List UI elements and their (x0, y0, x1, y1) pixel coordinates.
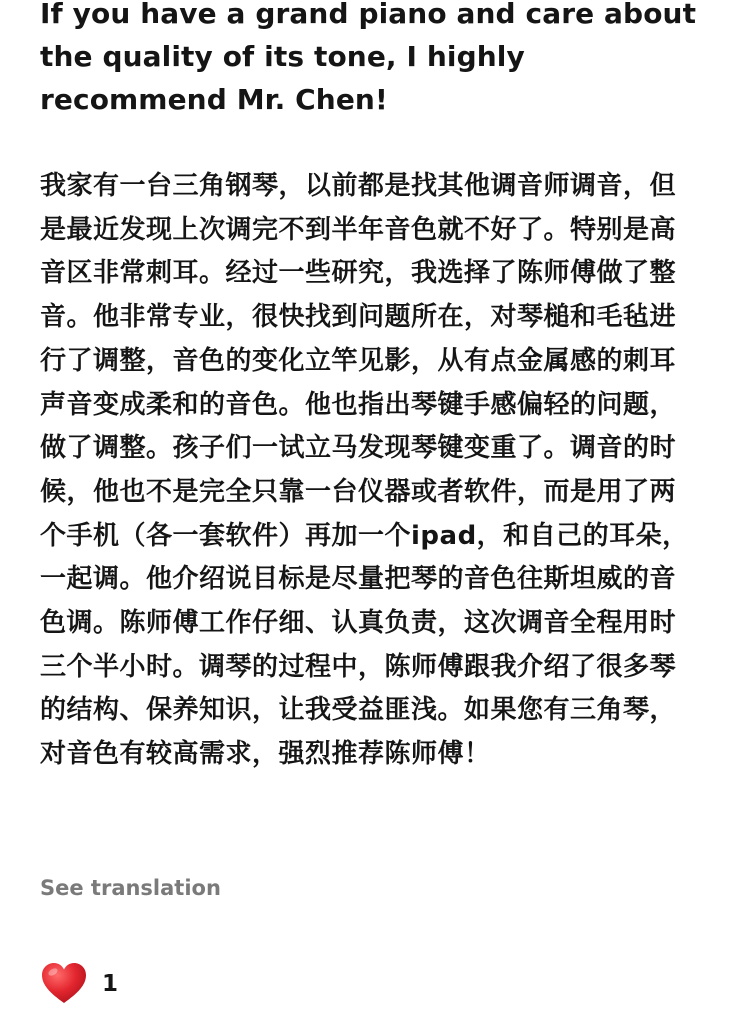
review-body: 我家有一台三角钢琴，以前都是找其他调音师调音，但是最近发现上次调完不到半年音色就不好了。特别是高音区非常刺耳。经过一些研究，我选择了陈师傅做了整音。他非常专业，很快找到问题所在，对琴槌和毛毡进行了调整，音色的变化立竿见影，从有点金属感的刺耳声音变成柔和的音色。他也指出琴键手感偏轻的问题，做了调整。孩子们一试立马发现琴键变重了。调音的时候，他也不是完全只靠一台仪器或者软件，而是用了两个手机（各一套软件）再加一个ipad，和自己的耳朵，一起调。他介绍说目标是尽量把琴的音色往斯坦威的音色调。陈师傅工作仔细、认真负责，这次调音全程用时三个半小时。调琴的过程中，陈师傅跟我介绍了很多琴的结构、保养知识，让我受益匪浅。如果您有三角琴，对音色有较高需求，强烈推荐陈师傅！ (40, 171, 689, 770)
review-card (40, 0, 700, 777)
see-translation-link[interactable]: See translation (40, 876, 221, 900)
heart-icon[interactable] (40, 960, 88, 1008)
like-count: 1 (102, 971, 119, 997)
review-headline: If you have a grand piano and care about the quality of its tone, I highly recommend Mr. Chen! (40, 0, 697, 116)
reaction-bar (40, 960, 118, 1008)
